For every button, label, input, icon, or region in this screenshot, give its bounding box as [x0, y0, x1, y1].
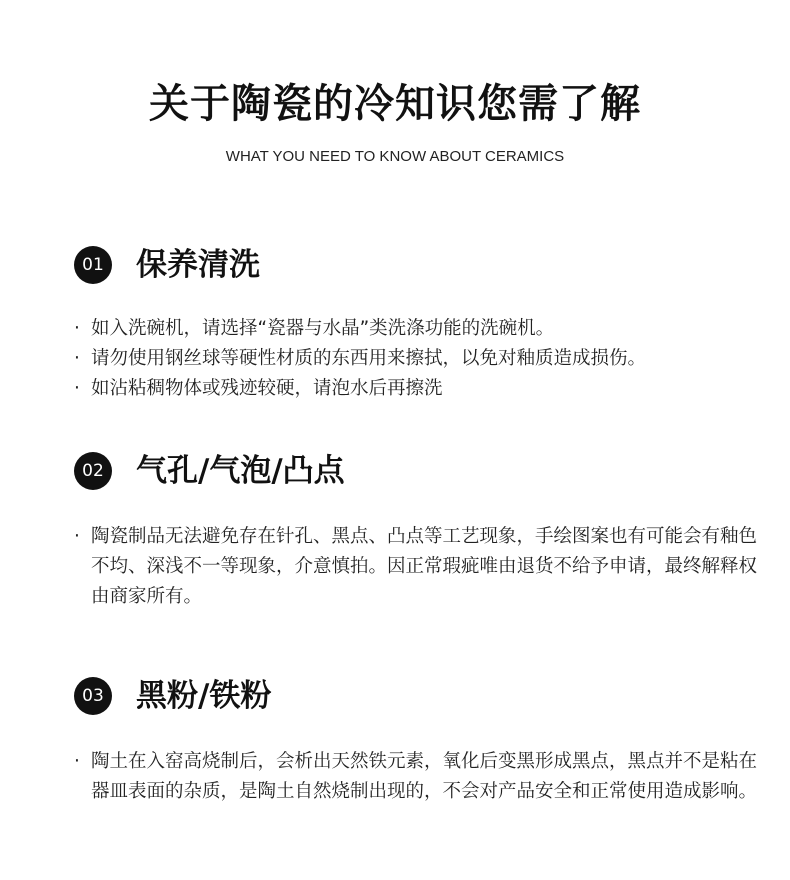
section-number-badge: 03	[74, 677, 112, 715]
list-item-text: 如入洗碗机，请选择“瓷器与水晶”类洗涤功能的洗碗机。	[91, 318, 555, 339]
section-title: 黑粉/铁粉	[136, 678, 272, 714]
section-header	[74, 450, 764, 492]
list-item	[74, 522, 764, 612]
section-header	[74, 675, 764, 717]
bullet-marker: ·	[74, 526, 80, 547]
section-list	[74, 522, 764, 612]
list-item	[74, 374, 764, 404]
section-list	[74, 314, 764, 404]
section-pores-bubbles	[74, 450, 764, 612]
section-number-badge: 01	[74, 246, 112, 284]
bullet-marker: ·	[74, 378, 80, 399]
list-item-text: 陶瓷制品无法避免存在针孔、黑点、凸点等工艺现象，手绘图案也有可能会有釉色不均、深浅不一等现象，介意慎拍。因正常瑕疵唯由退货不给予申请，最终解释权由商家所有。	[91, 526, 758, 607]
section-number-badge: 02	[74, 452, 112, 490]
list-item-text: 陶土在入窑高烧制后，会析出天然铁元素，氧化后变黑形成黑点，黑点并不是粘在器皿表面的杂质，是陶土自然烧制出现的，不会对产品安全和正常使用造成影响。	[91, 751, 758, 802]
list-item	[74, 747, 764, 807]
list-item	[74, 314, 764, 344]
bullet-marker: ·	[74, 348, 80, 369]
section-list	[74, 747, 764, 807]
list-item-text: 请勿使用钢丝球等硬性材质的东西用来擦拭，以免对釉质造成损伤。	[91, 348, 647, 369]
page-title: 关于陶瓷的冷知识您需了解	[149, 81, 641, 127]
section-black-iron-specks	[74, 675, 764, 807]
page-subtitle: WHAT YOU NEED TO KNOW ABOUT CERAMICS	[225, 148, 565, 165]
section-title: 保养清洗	[136, 247, 260, 283]
section-header	[74, 244, 764, 286]
list-item-text: 如沾粘稠物体或残迹较硬，请泡水后再擦洗	[91, 378, 443, 399]
list-item	[74, 344, 764, 374]
section-title: 气孔/气泡/凸点	[136, 453, 345, 489]
section-care-cleaning	[74, 244, 764, 404]
bullet-marker: ·	[74, 751, 80, 772]
bullet-marker: ·	[74, 318, 80, 339]
